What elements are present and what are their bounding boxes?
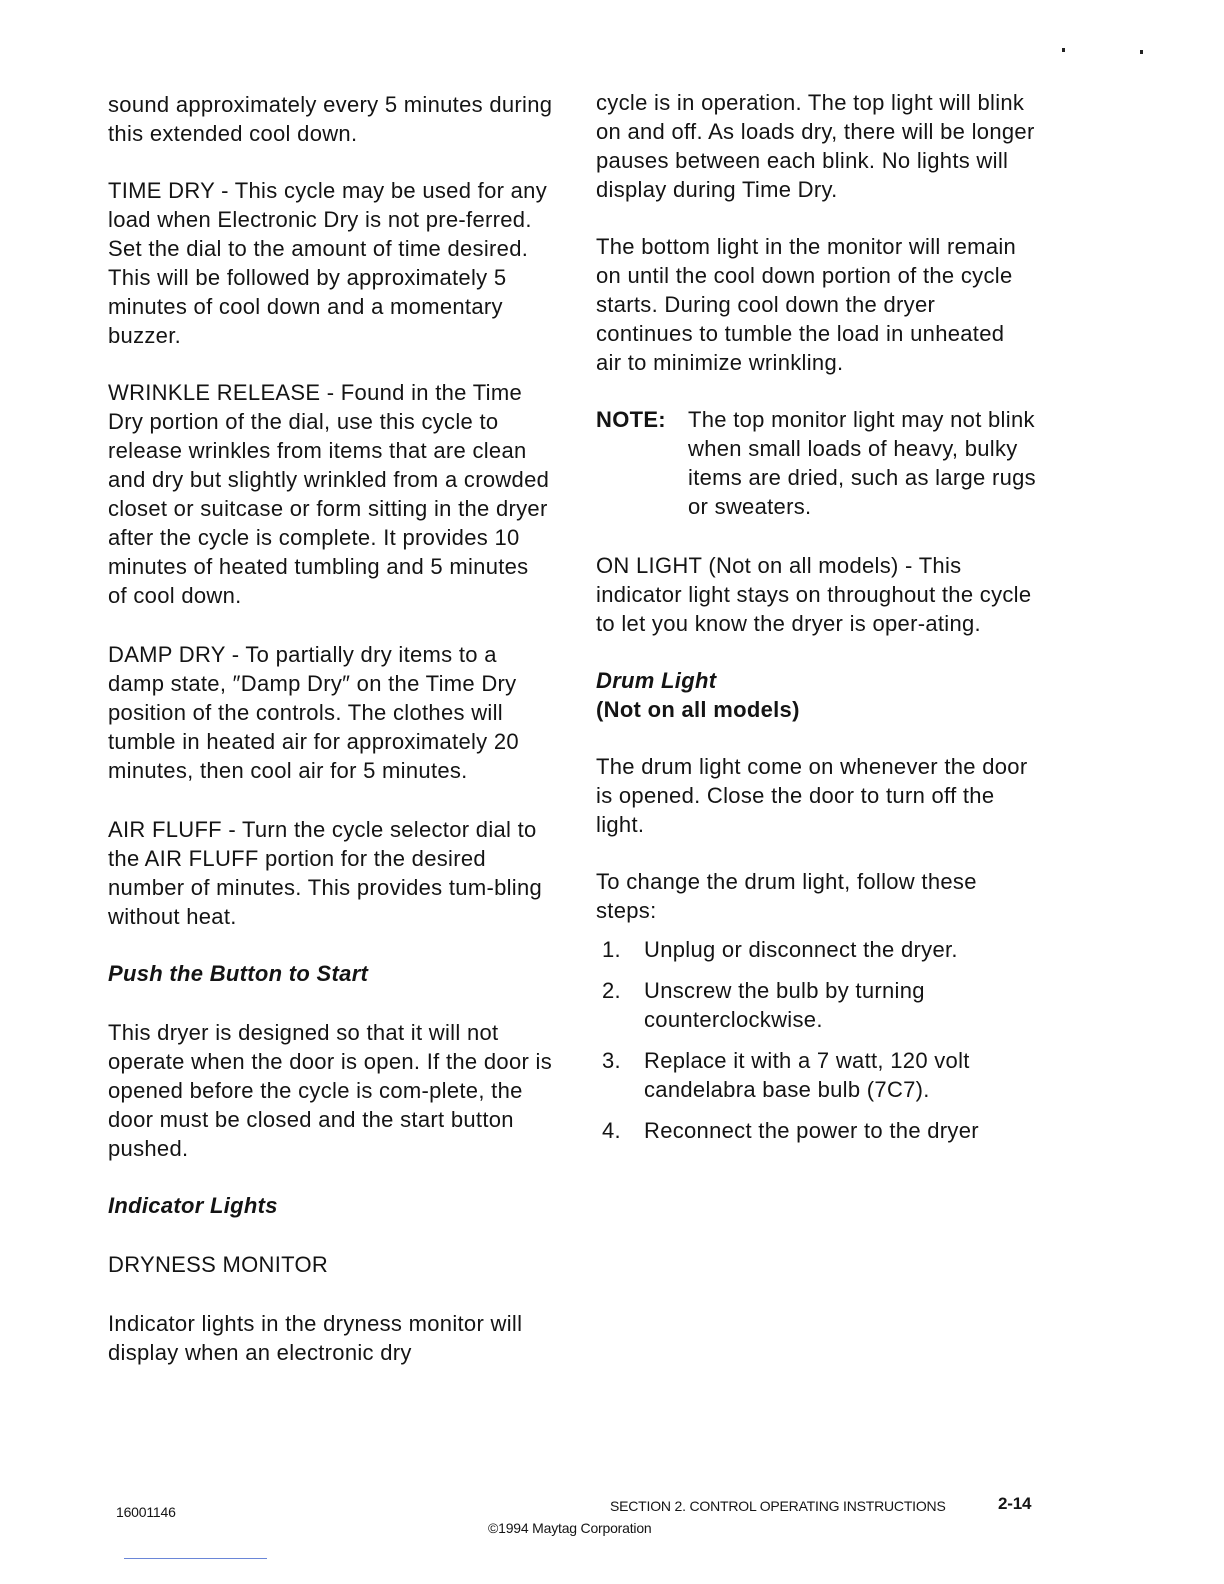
divider-line <box>124 1558 267 1559</box>
paragraph-wrinkle-release: WRINKLE RELEASE - Found in the Time Dry portion of the dial, use this cycle to release wrinkles from items that are clean and dry but slightly wrinkled from a crowded closet or suitcase or form sitting in the dryer after the cycle is complete. It provides 10 minutes of heated tumbling and 5 minutes of cool down. <box>108 380 550 608</box>
scan-speck <box>1140 50 1143 54</box>
paragraph-on-light: ON LIGHT (Not on all models) - This indicator light stays on throughout the cycle to let you know the dryer is oper-ating. <box>596 553 1032 636</box>
paragraph-dryness-monitor: Indicator lights in the dryness monitor will display when an electronic dry <box>108 1311 523 1365</box>
heading-drum-light <box>596 666 1036 724</box>
scan-speck <box>1062 48 1065 52</box>
note-text: The top monitor light may not blink when small loads of heavy, bulky items are dried, such as large rugs or sweaters. <box>688 407 1036 519</box>
paragraph-damp-dry: DAMP DRY - To partially dry items to a damp state, ″Damp Dry″ on the Time Dry position of the controls. The clothes will tumble in heated air for approximately 20 minutes, then cool air for 5 minutes. <box>108 642 519 783</box>
paragraph-cool-down: sound approximately every 5 minutes during this extended cool down. <box>108 92 553 146</box>
steps-list <box>596 935 1036 1145</box>
heading-indicator-lights: Indicator Lights <box>108 1193 278 1218</box>
paragraph-cycle-operation: cycle is in operation. The top light will blink on and off. As loads dry, there will be longer pauses between each blink. No lights will display during Time Dry. <box>596 90 1035 202</box>
section-title: SECTION 2. CONTROL OPERATING INSTRUCTIONS <box>610 1498 946 1514</box>
list-item: 2. Unscrew the bulb by turning counterclockwise. <box>602 978 925 1032</box>
left-column <box>108 88 553 1395</box>
right-column <box>596 88 1036 1157</box>
paragraph-drum-light: The drum light come on whenever the door is opened. Close the door to turn off the light. <box>596 754 1028 837</box>
note-label: NOTE: <box>596 407 666 432</box>
heading-push-button: Push the Button to Start <box>108 961 369 986</box>
list-item: 4. Reconnect the power to the dryer <box>602 1118 979 1143</box>
list-item: 1. Unplug or disconnect the dryer. <box>602 937 958 962</box>
paragraph-door-safety: This dryer is designed so that it will not operate when the door is open. If the door is opened before the cycle is com-plete, the door must be closed and the start button pushed. <box>108 1020 553 1161</box>
paragraph-time-dry: TIME DRY - This cycle may be used for any load when Electronic Dry is not pre-ferred. Set the dial to the amount of time desired. This will be followed by approximately 5 minutes of cool down and a momentary buzzer. <box>108 178 548 348</box>
document-number: 16001146 <box>116 1504 176 1520</box>
page-number: 2-14 <box>998 1494 1032 1513</box>
copyright: ©1994 Maytag Corporation <box>488 1520 652 1536</box>
label-dryness-monitor: DRYNESS MONITOR <box>108 1252 329 1277</box>
heading-drum-light-title: Drum Light <box>596 668 717 693</box>
paragraph-change-drum-light: To change the drum light, follow these steps: <box>596 869 977 923</box>
paragraph-air-fluff: AIR FLUFF - Turn the cycle selector dial to the AIR FLUFF portion for the desired number of minutes. This provides tum-bling without heat. <box>108 817 543 929</box>
note-block <box>596 405 1036 521</box>
heading-drum-light-note: (Not on all models) <box>596 697 800 722</box>
list-item: 3. Replace it with a 7 watt, 120 volt candelabra base bulb (7C7). <box>602 1048 970 1102</box>
paragraph-bottom-light: The bottom light in the monitor will remain on until the cool down portion of the cycle starts. During cool down the dryer continues to tumble the load in unheated air to minimize wrinkling. <box>596 234 1017 375</box>
